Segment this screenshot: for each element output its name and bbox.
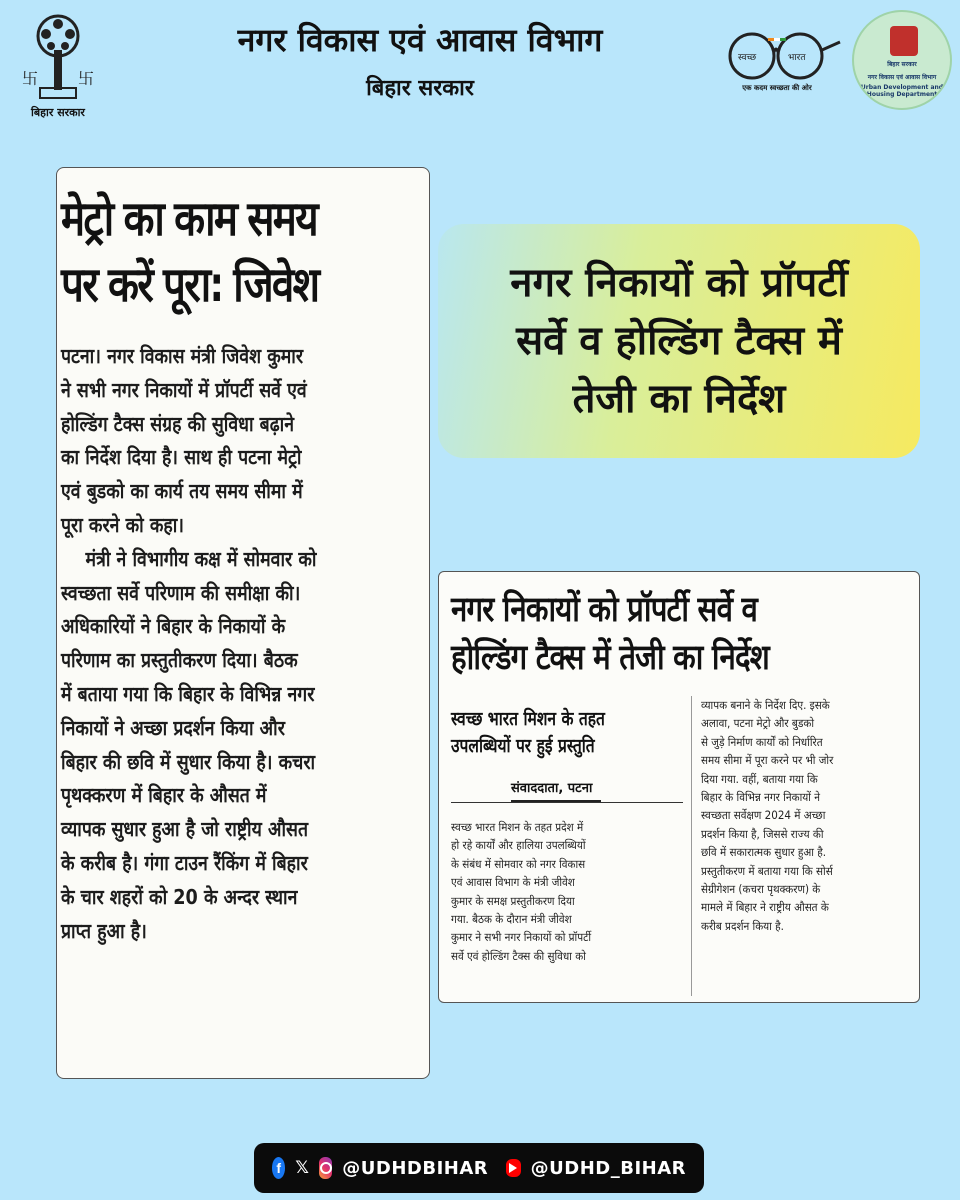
column-line: प्रदर्शन किया है, जिससे राज्य की bbox=[701, 826, 824, 841]
body-line: के चार शहरों को 20 के अन्दर स्थान bbox=[61, 884, 298, 909]
government-subtitle: बिहार सरकार bbox=[366, 76, 474, 101]
callout-text bbox=[510, 254, 848, 428]
subhead-line: स्वच्छ भारत मिशन के तहत bbox=[451, 708, 605, 730]
body-line: परिणाम का प्रस्तुतीकरण दिया। बैठक bbox=[61, 648, 298, 673]
right-clipping-subhead bbox=[451, 706, 683, 760]
column-line: छवि में सकारात्मक सुधार हुआ है. bbox=[701, 845, 827, 860]
column-line: स्वच्छता सर्वेक्षण 2024 में अच्छा bbox=[701, 808, 826, 823]
column-line: गया. बैठक के दौरान मंत्री जीवेश bbox=[451, 912, 572, 927]
callout-line: नगर निकायों को प्रॉपर्टी bbox=[510, 260, 848, 306]
right-clipping-headline-2: होल्डिंग टैक्स में तेजी का निर्देश bbox=[451, 638, 769, 678]
department-title: नगर विकास एवं आवास विभाग bbox=[237, 21, 603, 59]
column-line: दिया गया. वहीं, बताया गया कि bbox=[701, 771, 818, 786]
left-newspaper-clipping bbox=[56, 167, 430, 1079]
body-line: एवं बुडको का कार्य तय समय सीमा में bbox=[61, 479, 303, 504]
body-line: व्यापक सुधार हुआ है जो राष्ट्रीय औसत bbox=[61, 817, 308, 842]
youtube-handle-udhd-bihar[interactable]: @UDHD_BIHAR bbox=[530, 1157, 686, 1179]
body-line: निकायों ने अच्छा प्रदर्शन किया और bbox=[61, 715, 285, 740]
callout-line: तेजी का निर्देश bbox=[572, 376, 786, 422]
x-twitter-icon[interactable]: 𝕏 bbox=[295, 1158, 309, 1178]
svg-text:卐: 卐 bbox=[22, 69, 39, 88]
column-line: करीब प्रदर्शन किया है. bbox=[701, 918, 784, 933]
swachh-tagline: एक कदम स्वच्छता की ओर bbox=[742, 84, 812, 92]
column-line: प्रस्तुतीकरण में बताया गया कि सोर्स bbox=[701, 863, 833, 878]
column-divider bbox=[691, 696, 692, 996]
building-icon bbox=[890, 26, 918, 56]
callout-line: सर्वे व होल्डिंग टैक्स में bbox=[516, 318, 842, 364]
column-line: के संबंध में सोमवार को नगर विकास bbox=[451, 856, 586, 871]
column-line: बिहार के विभिन्न नगर निकायों ने bbox=[701, 790, 820, 805]
headline-callout bbox=[438, 224, 920, 458]
dept-logo-line1: बिहार सरकार bbox=[887, 61, 917, 68]
bihar-government-emblem bbox=[18, 10, 98, 120]
column-line: अलावा, पटना मेट्रो और बुडको bbox=[701, 716, 815, 731]
right-clipping-column-1 bbox=[451, 818, 683, 965]
instagram-icon[interactable] bbox=[319, 1157, 332, 1179]
column-line: से जुड़े निर्माण कार्यों को निर्धारित bbox=[701, 734, 823, 749]
body-line: मंत्री ने विभागीय कक्ष में सोमवार को bbox=[61, 546, 317, 571]
body-line: पटना। नगर विकास मंत्री जिवेश कुमार bbox=[61, 344, 304, 368]
byline-divider bbox=[451, 802, 683, 803]
right-clipping-headline-1: नगर निकायों को प्रॉपर्टी सर्वे व bbox=[451, 590, 757, 630]
left-clipping-headline-2: पर करें पूरा: जिवेश bbox=[61, 257, 319, 313]
column-line: कुमार ने सभी नगर निकायों को प्रॉपर्टी bbox=[451, 930, 592, 945]
spectacles-icon bbox=[722, 30, 842, 82]
column-line: कुमार के समक्ष प्रस्तुतीकरण दिया bbox=[451, 893, 575, 908]
column-line: सर्वे एवं होल्डिंग टैक्स की सुविधा को bbox=[451, 948, 586, 963]
body-line: प्राप्त हुआ है। bbox=[61, 918, 147, 943]
body-line: होल्डिंग टैक्स संग्रह की सुविधा बढ़ाने bbox=[61, 411, 295, 436]
body-line: पृथक्करण में बिहार के औसत में bbox=[61, 783, 267, 808]
body-line: बिहार की छवि में सुधार किया है। कचरा bbox=[61, 749, 316, 774]
bharat-word: भारत bbox=[788, 53, 806, 63]
body-line: का निर्देश दिया है। साथ ही पटना मेट्रो bbox=[61, 445, 302, 470]
column-line: हो रहे कार्यों और हालिया उपलब्धियों bbox=[451, 838, 586, 853]
column-line: समय सीमा में पूरा करने पर भी जोर bbox=[701, 753, 834, 768]
left-clipping-headline-1: मेट्रो का काम समय bbox=[61, 191, 317, 247]
body-line: में बताया गया कि बिहार के विभिन्न नगर bbox=[61, 681, 315, 706]
tree-emblem-icon bbox=[18, 10, 98, 102]
body-line: ने सभी नगर निकायों में प्रॉपर्टी सर्वे एवं bbox=[61, 377, 307, 402]
facebook-icon[interactable]: f bbox=[272, 1157, 285, 1179]
dept-logo-line3: Urban Development and Housing Department bbox=[860, 84, 944, 98]
youtube-icon[interactable] bbox=[506, 1159, 521, 1177]
social-footer bbox=[254, 1143, 704, 1193]
svg-text:卐: 卐 bbox=[78, 69, 95, 88]
udhd-department-logo bbox=[852, 10, 952, 110]
column-line: व्यापक बनाने के निर्देश दिए. इसके bbox=[701, 698, 830, 712]
column-line: सेग्रीगेशन (कचरा पृथक्करण) के bbox=[701, 882, 821, 897]
right-clipping-column-2 bbox=[701, 696, 920, 935]
byline: संवाददाता, पटना bbox=[511, 778, 601, 802]
column-line: स्वच्छ भारत मिशन के तहत प्रदेश में bbox=[451, 820, 584, 834]
column-line: एवं आवास विभाग के मंत्री जीवेश bbox=[451, 875, 575, 890]
left-clipping-body bbox=[61, 340, 423, 948]
dept-logo-line2: नगर विकास एवं आवास विभाग bbox=[867, 74, 937, 81]
column-line: मामले में बिहार ने राष्ट्रीय औसत के bbox=[701, 900, 829, 915]
body-line: के करीब है। गंगा टाउन रैंकिंग में बिहार bbox=[61, 850, 308, 875]
swachh-bharat-logo bbox=[722, 30, 842, 100]
body-line: स्वच्छता सर्वे परिणाम की समीक्षा की। bbox=[61, 580, 301, 605]
social-handle-udhdbihar[interactable]: @UDHDBIHAR bbox=[342, 1157, 489, 1179]
swachh-word: स्वच्छ bbox=[738, 53, 757, 63]
body-line: पूरा करने को कहा। bbox=[61, 512, 185, 537]
body-line: अधिकारियों ने बिहार के निकायों के bbox=[61, 614, 286, 639]
emblem-caption: बिहार सरकार bbox=[31, 106, 85, 119]
right-newspaper-clipping bbox=[438, 571, 920, 1003]
subhead-line: उपलब्धियों पर हुई प्रस्तुति bbox=[451, 735, 595, 757]
